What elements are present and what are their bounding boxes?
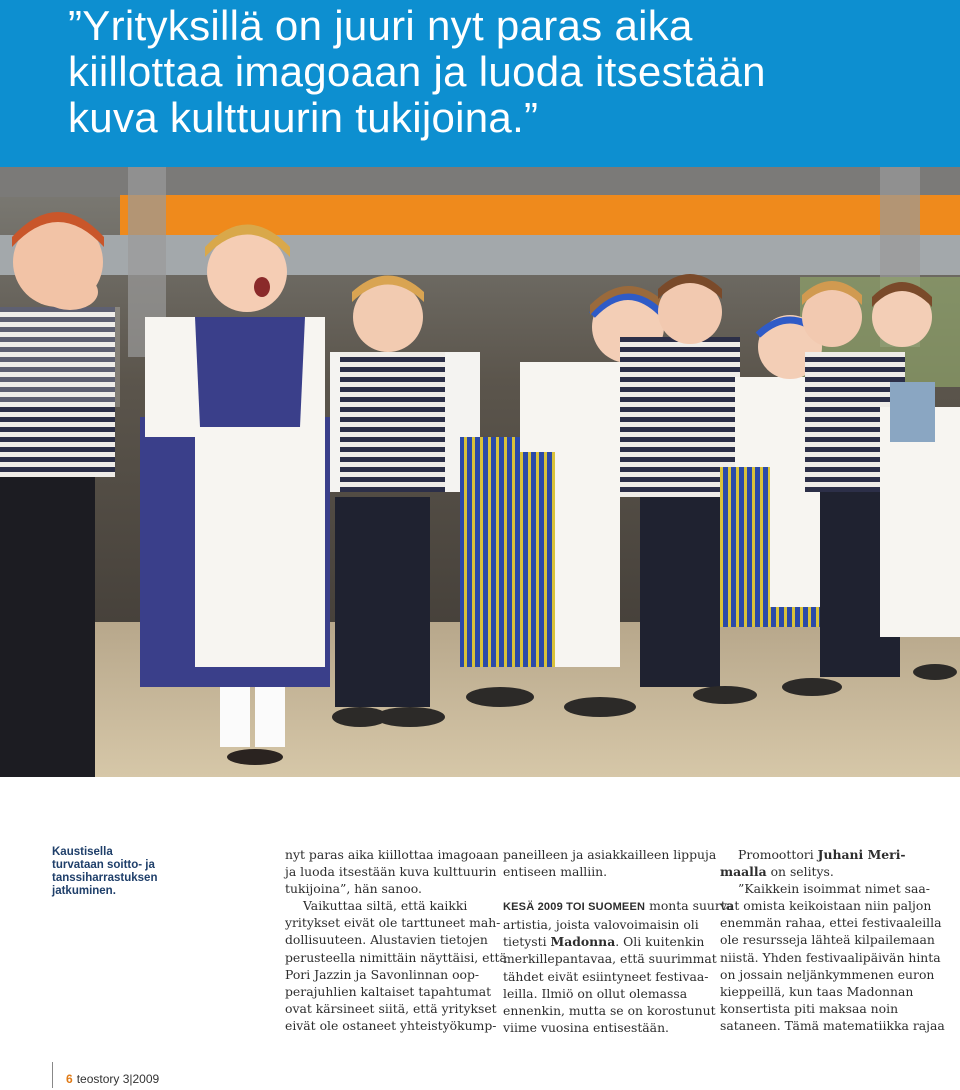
text-line: nyt paras aika kiillottaa imagoaan [285,847,499,862]
text-line [720,846,920,863]
text-line: Vaikuttaa siltä, että kaikki [303,898,468,914]
caption-line: jatkuminen. [52,885,116,897]
text-line: sataneen. Tämä matematiikka rajaa [720,1017,945,1033]
page-footer [52,1072,159,1086]
text-line: ole resursseja lähteä kilpailemaan [720,932,935,948]
text-line: ennenkin, mutta se on korostunut [503,1002,716,1018]
artist-name: Madonna [550,934,616,950]
text-line [503,933,703,950]
body-column-1 [285,846,507,1034]
text-line: kieppeillä, kun taas Madonnan [720,983,914,999]
performance-photo [0,167,960,777]
caption-line: turvataan soitto- ja [52,859,155,871]
text-line: dollisuuteen. Alustavien tietojen [285,932,488,948]
text-span: on selitys. [766,864,834,880]
text-line: konsertista piti maksaa noin [720,1000,899,1016]
text-span: tietysti [503,934,551,950]
text-line: merkillepantavaa, että suurimmat [503,951,717,967]
person-name: maalla [720,864,767,880]
text-line: paneilleen ja asiakkailleen lippuja [503,847,717,862]
text-line: entiseen malliin. [503,864,608,880]
text-line: Pori Jazzin ja Savonlinnan oop- [285,966,480,982]
text-line: artistia, joista valovoimaisin oli [503,917,699,933]
text-line: eivät ole ostaneet yhteistyökump- [285,1017,497,1033]
text-line: ovat kärsineet siitä, että yritykset [285,1000,497,1016]
section-lead-rest: monta suurta [645,898,734,914]
text-line: tähdet eivät esiintyneet festivaa- [503,968,709,984]
caption-line: Kaustisella [52,846,113,858]
text-line: perusteella nimittäin näyttäisi, että [285,949,507,965]
pull-quote-band [0,0,960,167]
text-line: ja luoda itsestään kuva kulttuurin [285,864,497,880]
text-line: niistä. Yhden festivaalipäivän hinta [720,949,941,965]
text-line: perajuhlien kaltaiset tapahtumat [285,983,492,999]
text-line [503,897,734,916]
person-name: Juhani Meri- [817,847,906,862]
pull-quote-line-3: kuva kulttuurin tukijoina.” [68,94,539,141]
text-line: on jossain neljänkymmenen euron [720,966,935,982]
text-line: vat omista keikoistaan niin paljon [720,898,932,914]
text-line: tukijoina”, hän sanoo. [285,881,422,897]
text-line: enemmän rahaa, ettei festivaaleilla [720,915,942,931]
body-column-2 [503,846,734,1036]
text-line: ”Kaikkein isoimmat nimet saa- [738,881,930,897]
pull-quote-line-1: ”Yrityksillä on juuri nyt paras aika [68,2,693,49]
text-line: yritykset eivät ole tarttuneet mah- [285,915,501,931]
page-number: 6 [66,1072,73,1086]
pull-quote-line-2: kiillottaa imagoaan ja luoda itsestään [68,48,766,95]
paragraph-gap [503,880,703,897]
body-column-3 [720,846,945,1034]
caption-line: tanssiharrastuksen [52,872,158,884]
text-line [720,863,920,880]
photo-caption [52,846,182,898]
text-line: viime vuosina entisestään. [503,1019,669,1035]
text-span: Promoottori [738,847,818,862]
publication-name: teostory 3|2009 [76,1072,160,1086]
section-lead-caps: KESÄ 2009 TOI SUOMEEN [503,901,646,914]
text-line: leilla. Ilmiö on ollut olemassa [503,985,688,1001]
text-span: . Oli kuitenkin [615,934,705,950]
